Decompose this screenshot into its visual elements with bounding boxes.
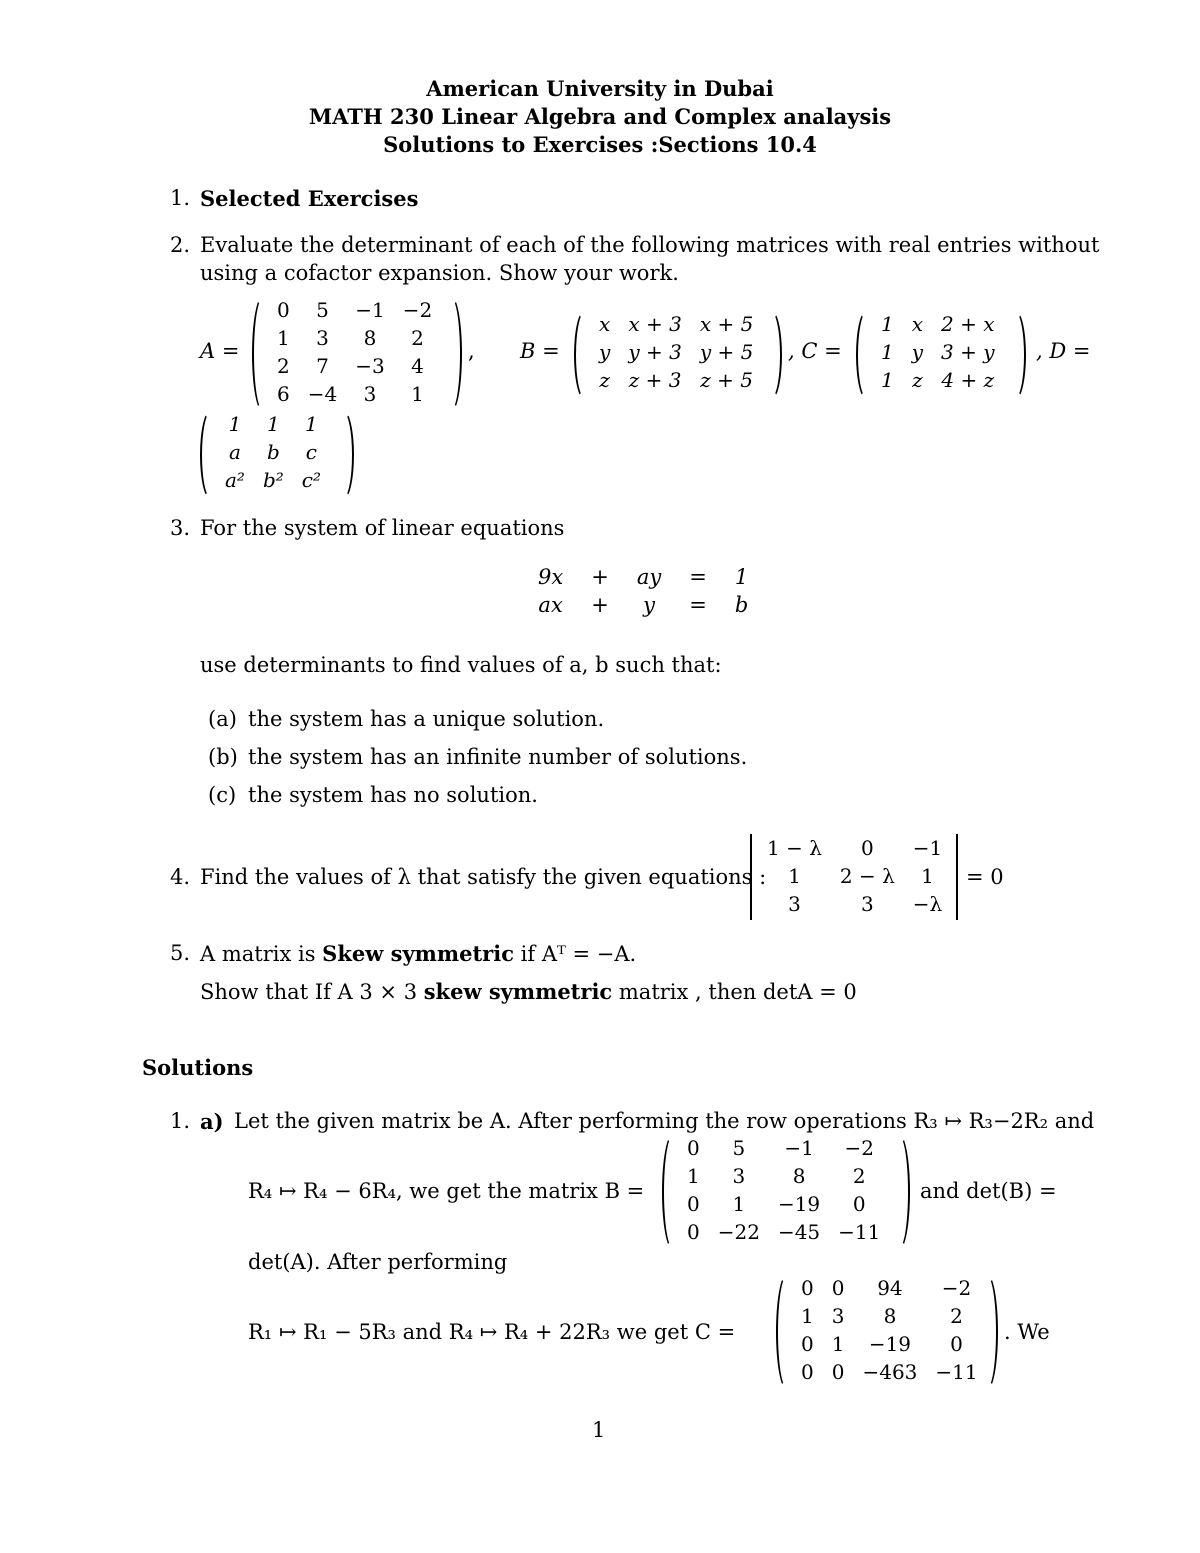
matrix-cell: 1 — [788, 864, 801, 888]
solution-1-line1: Let the given matrix be A. After performing the row operations R₃ ↦ R₃−2R₂ and — [234, 1109, 1095, 1133]
matrix-row — [792, 1274, 987, 1302]
matrix-row — [524, 591, 762, 619]
matrix-cell: 3 — [316, 326, 329, 350]
matrix-cell: 2 — [950, 1304, 963, 1328]
matrix-cell: 1 — [732, 1192, 746, 1216]
matrix-cell: 4 — [411, 354, 424, 378]
matrix-cell: y + 5 — [699, 340, 754, 364]
matrix-cell: z + 3 — [628, 368, 682, 392]
matrix-cell: 0 — [852, 1192, 866, 1216]
matrix-cell: y — [911, 340, 924, 364]
matrix-row — [792, 1358, 987, 1386]
linear-system — [524, 563, 762, 619]
matrix-cell: 2 − λ — [839, 864, 895, 888]
matrix-cell: y + 3 — [628, 340, 682, 364]
matrix-row — [872, 338, 1004, 366]
matrix-cell: 3 — [363, 382, 377, 406]
solution-1-line4b: . We — [1004, 1320, 1050, 1344]
matrix-cell: −2 — [844, 1136, 875, 1160]
matrix-cell: −1 — [784, 1136, 814, 1160]
matrix-cell: 8 — [792, 1164, 806, 1188]
matrix-d-label: , D = — [1036, 339, 1091, 363]
solution-matrix-c — [776, 1274, 998, 1390]
matrix-cell: 0 — [860, 836, 874, 860]
exercise-4-eq: = 0 — [966, 865, 1004, 889]
matrix-cell: x + 3 — [628, 312, 682, 336]
matrix-row — [590, 310, 762, 338]
exercise-2-text-line2: using a cofactor expansion. Show your work. — [200, 261, 679, 285]
exercise-3c-label: (c) — [208, 783, 237, 807]
matrix-cell: −19 — [868, 1332, 912, 1356]
matrix-cell: 3 — [732, 1164, 746, 1188]
matrix-cell: −22 — [717, 1220, 760, 1244]
matrix-cell: 0 — [801, 1332, 814, 1356]
solution-1-number: 1. — [170, 1109, 191, 1133]
matrix-cell: 1 — [277, 326, 290, 350]
matrix-cell: 0 — [950, 1332, 963, 1356]
exercise-3-number: 3. — [170, 516, 191, 540]
exercise-4-text: Find the values of λ that satisfy the given equations : — [200, 865, 767, 889]
matrix-cell: x — [911, 312, 924, 336]
exercise-3-text: For the system of linear equations — [200, 516, 565, 540]
matrix-cell: y — [643, 593, 655, 617]
exercise-3b-label: (b) — [208, 745, 238, 769]
matrix-cell: 1 — [411, 382, 424, 406]
matrix-cell: 0 — [687, 1192, 700, 1216]
matrix-cell: 5 — [732, 1136, 746, 1160]
matrix-cell: a — [229, 440, 241, 464]
matrix-cell: 1 — [881, 368, 894, 392]
matrix-cell: −1 — [912, 836, 943, 860]
exercise-3a-text: the system has a unique solution. — [248, 707, 605, 731]
matrix-row — [872, 366, 1004, 394]
matrix-cell: 1 — [267, 412, 280, 436]
exercise-5-number: 5. — [170, 941, 191, 965]
matrix-cell: −19 — [777, 1192, 821, 1216]
matrix-cell: −3 — [355, 354, 385, 378]
matrix-cell: 3 — [860, 892, 874, 916]
matrix-cell: x + 5 — [699, 312, 754, 336]
matrix-cell: −11 — [935, 1360, 978, 1384]
matrix-cell: 6 — [277, 382, 290, 406]
matrix-cell: x — [599, 312, 611, 336]
matrix-b-label: B = — [520, 339, 560, 363]
solution-1-label: a) — [200, 1109, 224, 1134]
matrix-cell: 0 — [831, 1276, 845, 1300]
exercise-4-number: 4. — [170, 865, 191, 889]
matrix-row — [216, 438, 330, 466]
matrix-cell: 1 — [801, 1304, 814, 1328]
matrix-cell: 94 — [877, 1276, 903, 1300]
matrix-cell: c — [305, 440, 317, 464]
matrix-cell: 0 — [687, 1220, 700, 1244]
matrix-cell: −4 — [307, 382, 338, 406]
solution-1-line2b: and det(B) = — [920, 1179, 1057, 1203]
matrix-cell: −2 — [402, 298, 433, 322]
matrix-cell: = — [689, 565, 707, 589]
matrix-cell: 7 — [316, 354, 329, 378]
matrix-row — [268, 324, 441, 352]
matrix-cell: b — [266, 440, 280, 464]
matrix-row — [758, 862, 951, 890]
matrix-cell: 9x — [538, 565, 564, 589]
exercise-3a-label: (a) — [208, 707, 237, 731]
matrix-cell: ay — [636, 565, 662, 589]
matrix-cell: −λ — [912, 892, 943, 916]
solution-1-line2a: R₄ ↦ R₄ − 6R₄, we get the matrix B = — [248, 1179, 645, 1203]
matrix-c — [856, 310, 1026, 400]
matrix-row — [268, 352, 441, 380]
matrix-a-comma: , — [468, 339, 475, 363]
matrix-cell: 1 — [687, 1164, 700, 1188]
matrix-cell: ax — [538, 593, 563, 617]
matrix-cell: 0 — [277, 298, 290, 322]
matrix-a — [252, 296, 462, 412]
matrix-row — [872, 310, 1004, 338]
exercise-1-number: 1. — [170, 186, 191, 210]
matrix-a-label: A = — [200, 339, 240, 363]
matrix-cell: 1 — [881, 312, 894, 336]
exercise-5-line1: A matrix is Skew symmetric if Aᵀ = −A. — [200, 941, 637, 966]
doc-title-line2: MATH 230 Linear Algebra and Complex analaysis — [308, 104, 892, 129]
matrix-d — [200, 410, 354, 500]
page-number: 1 — [592, 1418, 606, 1442]
matrix-cell: 1 — [831, 1332, 845, 1356]
matrix-row — [758, 834, 951, 862]
matrix-cell: z — [912, 368, 923, 392]
matrix-cell: + — [591, 565, 609, 589]
determinant-lambda — [748, 834, 960, 920]
matrix-cell: −11 — [838, 1220, 881, 1244]
matrix-row — [268, 380, 441, 408]
matrix-cell: −463 — [862, 1360, 918, 1384]
matrix-cell: y — [599, 340, 611, 364]
matrix-cell: + — [591, 593, 609, 617]
matrix-row — [678, 1218, 889, 1246]
solutions-heading: Solutions — [142, 1055, 254, 1080]
exercise-3-follow: use determinants to find values of a, b such that: — [200, 653, 722, 677]
exercise-2-text-line1: Evaluate the determinant of each of the following matrices with real entries without — [200, 233, 1100, 257]
matrix-cell: 1 — [881, 340, 894, 364]
matrix-cell: −2 — [941, 1276, 972, 1300]
matrix-cell: 2 — [411, 326, 424, 350]
matrix-cell: 1 — [228, 412, 242, 436]
matrix-cell: 5 — [316, 298, 329, 322]
matrix-cell: −1 — [355, 298, 385, 322]
matrix-cell: 2 — [852, 1164, 866, 1188]
matrix-row — [590, 338, 762, 366]
matrix-row — [792, 1302, 987, 1330]
matrix-cell: b² — [262, 468, 284, 492]
matrix-cell: 8 — [363, 326, 377, 350]
matrix-cell: z + 5 — [700, 368, 753, 392]
doc-title-line3: Solutions to Exercises :Sections 10.4 — [383, 132, 817, 157]
exercise-5-line2: Show that If A 3 × 3 skew symmetric matrix , then detA = 0 — [200, 979, 857, 1004]
matrix-cell: 4 + z — [941, 368, 995, 392]
matrix-cell: 0 — [801, 1276, 814, 1300]
exercise-3b-text: the system has an infinite number of solutions. — [248, 745, 748, 769]
matrix-cell: 2 — [277, 354, 290, 378]
matrix-cell: 2 + x — [941, 312, 995, 336]
matrix-row — [524, 563, 762, 591]
matrix-cell: 3 — [788, 892, 801, 916]
matrix-row — [678, 1190, 889, 1218]
matrix-cell: 1 — [734, 565, 749, 589]
matrix-cell: c² — [301, 468, 321, 492]
matrix-row — [268, 296, 441, 324]
exercise-1-text: Selected Exercises — [200, 186, 419, 211]
matrix-cell: 0 — [831, 1360, 845, 1384]
matrix-row — [678, 1162, 889, 1190]
matrix-cell: a² — [225, 468, 245, 492]
matrix-cell: 0 — [687, 1136, 700, 1160]
matrix-row — [590, 366, 762, 394]
matrix-cell: b — [734, 593, 749, 617]
matrix-cell: 1 − λ — [767, 836, 822, 860]
matrix-row — [216, 410, 330, 438]
matrix-row — [216, 466, 330, 494]
matrix-row — [758, 890, 951, 918]
matrix-cell: 1 — [921, 864, 934, 888]
exercise-3c-text: the system has no solution. — [248, 783, 538, 807]
exercise-2-number: 2. — [170, 233, 191, 257]
solution-matrix-b — [662, 1134, 910, 1250]
solution-1-line3: det(A). After performing — [248, 1250, 508, 1274]
matrix-cell: 3 + y — [941, 340, 995, 364]
matrix-b — [574, 310, 782, 400]
matrix-cell: z — [599, 368, 610, 392]
matrix-row — [792, 1330, 987, 1358]
solution-1-line4a: R₁ ↦ R₁ − 5R₃ and R₄ ↦ R₄ + 22R₃ we get C = — [248, 1320, 736, 1344]
matrix-cell: 3 — [831, 1304, 845, 1328]
matrix-cell: = — [689, 593, 707, 617]
matrix-cell: 0 — [801, 1360, 814, 1384]
matrix-row — [678, 1134, 889, 1162]
matrix-cell: 1 — [305, 412, 318, 436]
matrix-c-label: , C = — [788, 339, 842, 363]
matrix-cell: −45 — [777, 1220, 821, 1244]
doc-title-line1: American University in Dubai — [426, 76, 774, 101]
matrix-cell: 8 — [883, 1304, 897, 1328]
